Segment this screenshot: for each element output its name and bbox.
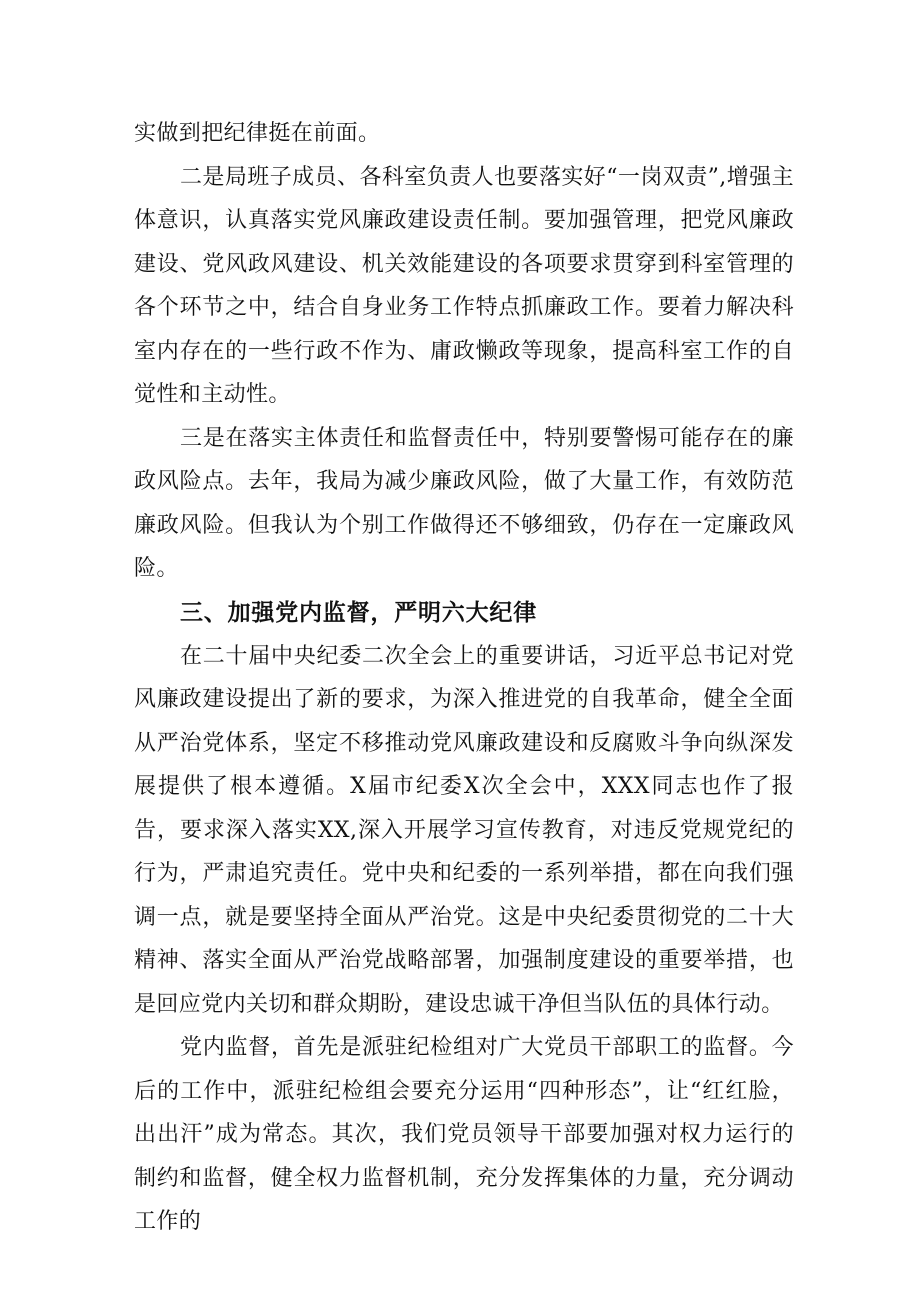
paragraph-point-three: 三是在落实主体责任和监督责任中，特别要警惕可能存在的廉政风险点。去年，我局为减少廉政风险，做了大量工作，有效防范廉政风险。但我认为个别工作做得还不够细致，仍存在一定廉政风险。 [134,425,794,581]
paragraph-point-two: 二是局班子成员、各科室负责人也要落实好“一岗双责”,增强主体意识，认真落实党风廉政建设责任制。要加强管理，把党风廉政建设、党风政风建设、机关效能建设的各项要求贯穿到科室管理的各个环节之中，结合自身业务工作特点抓廉政工作。要着力解决科室内存在的一些行政不作为、庸政懒政等现象，提高科室工作的自觉性和主动性。 [134,164,794,407]
paragraph-continuation: 实做到把纪律挺在前面。 [134,121,381,146]
paragraph-supervision: 党内监督，首先是派驻纪检组对广大党员干部职工的监督。今后的工作中，派驻纪检组会要充分运用“四种形态”，让“红红脸，出出汗”成为常态。其次，我们党员领导干部要加强对权力运行的制约和监督，健全权力监督机制，充分发挥集体的力量，充分调动工作的 [134,1035,794,1234]
paragraph-section-intro: 在二十届中央纪委二次全会上的重要讲话，习近平总书记对党风廉政建设提出了新的要求，为深入推进党的自我革命，健全全面从严治党体系，坚定不移推动党风廉政建设和反腐败斗争向纵深发展提供了根本遵循。X届市纪委X次全会中，XXX同志也作了报告，要求深入落实XX,深入开展学习宣传教育，对违反党规党纪的行为，严肃追究责任。党中央和纪委的一系列举措，都在向我们强调一点，就是要坚持全面从严治党。这是中央纪委贯彻党的二十大精神、落实全面从严治党战略部署，加强制度建设的重要举措，也是回应党内关切和群众期盼，建设忠诚干净但当队伍的具体行动。 [134,643,794,1017]
document-body [134,112,794,1244]
section-heading: 三、加强党内监督，严明六大纪律 [180,599,537,626]
